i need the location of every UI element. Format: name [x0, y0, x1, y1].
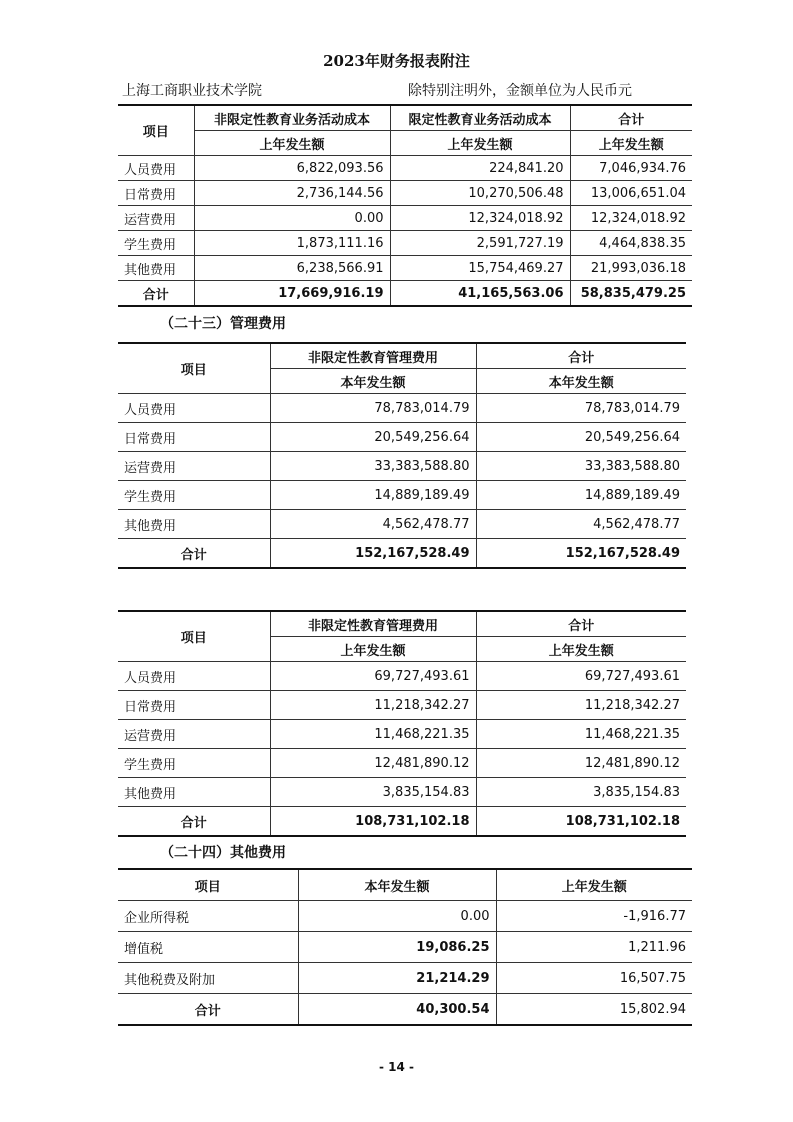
row-label: 其他费用 — [118, 510, 270, 539]
total-value: 41,165,563.06 — [390, 281, 570, 307]
cell-value: -1,916.77 — [496, 901, 692, 932]
table-row — [118, 778, 686, 807]
page-title: 2023年财务报表附注 — [323, 52, 470, 70]
cell-value: 14,889,189.49 — [476, 481, 686, 510]
total-value: 108,731,102.18 — [476, 807, 686, 837]
cell-value: 4,562,478.77 — [476, 510, 686, 539]
cell-value: 0.00 — [194, 206, 390, 231]
cell-value: 0.00 — [298, 901, 496, 932]
cell-value: 11,218,342.27 — [476, 691, 686, 720]
cell-value: 33,383,588.80 — [270, 452, 476, 481]
cell-value: 2,736,144.56 — [194, 181, 390, 206]
organization-name: 上海工商职业技术学院 — [122, 83, 262, 99]
cell-value: 20,549,256.64 — [476, 423, 686, 452]
cell-value: 1,211.96 — [496, 932, 692, 963]
col-total-header: 合计 — [476, 611, 686, 637]
subheader: 上年发生额 — [194, 131, 390, 156]
table-row — [118, 256, 692, 281]
col-item-header: 项目 — [118, 611, 270, 662]
total-row — [118, 807, 686, 837]
cell-value: 1,873,111.16 — [194, 231, 390, 256]
section-heading-other-expenses: （二十四）其他费用 — [160, 845, 286, 861]
cell-value: 4,464,838.35 — [570, 231, 692, 256]
col-total-header: 合计 — [476, 343, 686, 369]
row-label: 日常费用 — [118, 181, 194, 206]
cell-value: 12,481,890.12 — [476, 749, 686, 778]
col-prior-year-header: 上年发生额 — [496, 869, 692, 901]
cell-value: 69,727,493.61 — [270, 662, 476, 691]
row-label: 人员费用 — [118, 156, 194, 181]
cell-value: 78,783,014.79 — [476, 394, 686, 423]
row-label: 人员费用 — [118, 662, 270, 691]
cell-value: 12,324,018.92 — [570, 206, 692, 231]
subheader: 上年发生额 — [390, 131, 570, 156]
admin-expense-current-year-table — [118, 342, 686, 569]
cell-value: 21,214.29 — [298, 963, 496, 994]
cell-value: 21,993,036.18 — [570, 256, 692, 281]
row-label: 运营费用 — [118, 206, 194, 231]
cell-value: 11,468,221.35 — [270, 720, 476, 749]
cell-value: 7,046,934.76 — [570, 156, 692, 181]
section-heading-admin-expenses: （二十三）管理费用 — [160, 316, 286, 332]
table-row — [118, 423, 686, 452]
row-label: 日常费用 — [118, 691, 270, 720]
subheader: 上年发生额 — [476, 637, 686, 662]
table-row — [118, 206, 692, 231]
cell-value: 224,841.20 — [390, 156, 570, 181]
cell-value: 33,383,588.80 — [476, 452, 686, 481]
cell-value: 6,238,566.91 — [194, 256, 390, 281]
cell-value: 11,218,342.27 — [270, 691, 476, 720]
row-label: 人员费用 — [118, 394, 270, 423]
total-value: 17,669,916.19 — [194, 281, 390, 307]
cell-value: 19,086.25 — [298, 932, 496, 963]
cell-value: 14,889,189.49 — [270, 481, 476, 510]
total-label: 合计 — [118, 539, 270, 569]
cell-value: 16,507.75 — [496, 963, 692, 994]
subheader: 本年发生额 — [476, 369, 686, 394]
cell-value: 78,783,014.79 — [270, 394, 476, 423]
cell-value: 6,822,093.56 — [194, 156, 390, 181]
col-item-header: 项目 — [118, 869, 298, 901]
total-value: 152,167,528.49 — [270, 539, 476, 569]
col-unrestricted-admin-header: 非限定性教育管理费用 — [270, 343, 476, 369]
cell-value: 20,549,256.64 — [270, 423, 476, 452]
total-value: 108,731,102.18 — [270, 807, 476, 837]
col-restricted-header: 限定性教育业务活动成本 — [390, 105, 570, 131]
row-label: 其他税费及附加 — [118, 963, 298, 994]
table-row — [118, 932, 692, 963]
cell-value: 13,006,651.04 — [570, 181, 692, 206]
row-label: 增值税 — [118, 932, 298, 963]
row-label: 运营费用 — [118, 452, 270, 481]
table-row — [118, 156, 692, 181]
total-label: 合计 — [118, 807, 270, 837]
cell-value: 10,270,506.48 — [390, 181, 570, 206]
row-label: 日常费用 — [118, 423, 270, 452]
row-label: 其他费用 — [118, 778, 270, 807]
total-label: 合计 — [118, 994, 298, 1026]
row-label: 企业所得税 — [118, 901, 298, 932]
table-row — [118, 231, 692, 256]
cell-value: 2,591,727.19 — [390, 231, 570, 256]
row-label: 其他费用 — [118, 256, 194, 281]
total-value: 15,802.94 — [496, 994, 692, 1026]
col-total-header: 合计 — [570, 105, 692, 131]
col-item-header: 项目 — [118, 105, 194, 156]
table-row — [118, 901, 692, 932]
cell-value: 12,481,890.12 — [270, 749, 476, 778]
total-row — [118, 281, 692, 307]
total-value: 152,167,528.49 — [476, 539, 686, 569]
subheader: 上年发生额 — [270, 637, 476, 662]
table-row — [118, 749, 686, 778]
cell-value: 4,562,478.77 — [270, 510, 476, 539]
admin-expense-prior-year-table — [118, 610, 686, 837]
total-row — [118, 539, 686, 569]
total-value: 40,300.54 — [298, 994, 496, 1026]
table-row — [118, 662, 686, 691]
business-cost-prior-year-table — [118, 104, 692, 307]
subheader: 上年发生额 — [570, 131, 692, 156]
page-number: - 14 - — [378, 1060, 414, 1074]
row-label: 学生费用 — [118, 481, 270, 510]
table-row — [118, 691, 686, 720]
other-expense-table — [118, 868, 692, 1026]
col-unrestricted-admin-header: 非限定性教育管理费用 — [270, 611, 476, 637]
table-row — [118, 720, 686, 749]
cell-value: 12,324,018.92 — [390, 206, 570, 231]
row-label: 学生费用 — [118, 749, 270, 778]
unit-note: 除特别注明外，金额单位为人民币元 — [408, 83, 632, 99]
cell-value: 3,835,154.83 — [476, 778, 686, 807]
table-row — [118, 481, 686, 510]
table-row — [118, 394, 686, 423]
subheader: 本年发生额 — [270, 369, 476, 394]
cell-value: 3,835,154.83 — [270, 778, 476, 807]
table-row — [118, 510, 686, 539]
col-item-header: 项目 — [118, 343, 270, 394]
table-row — [118, 452, 686, 481]
cell-value: 69,727,493.61 — [476, 662, 686, 691]
total-row — [118, 994, 692, 1026]
cell-value: 11,468,221.35 — [476, 720, 686, 749]
row-label: 学生费用 — [118, 231, 194, 256]
cell-value: 15,754,469.27 — [390, 256, 570, 281]
col-unrestricted-header: 非限定性教育业务活动成本 — [194, 105, 390, 131]
table-row — [118, 181, 692, 206]
table-row — [118, 963, 692, 994]
total-value: 58,835,479.25 — [570, 281, 692, 307]
row-label: 运营费用 — [118, 720, 270, 749]
col-current-year-header: 本年发生额 — [298, 869, 496, 901]
total-label: 合计 — [118, 281, 194, 307]
